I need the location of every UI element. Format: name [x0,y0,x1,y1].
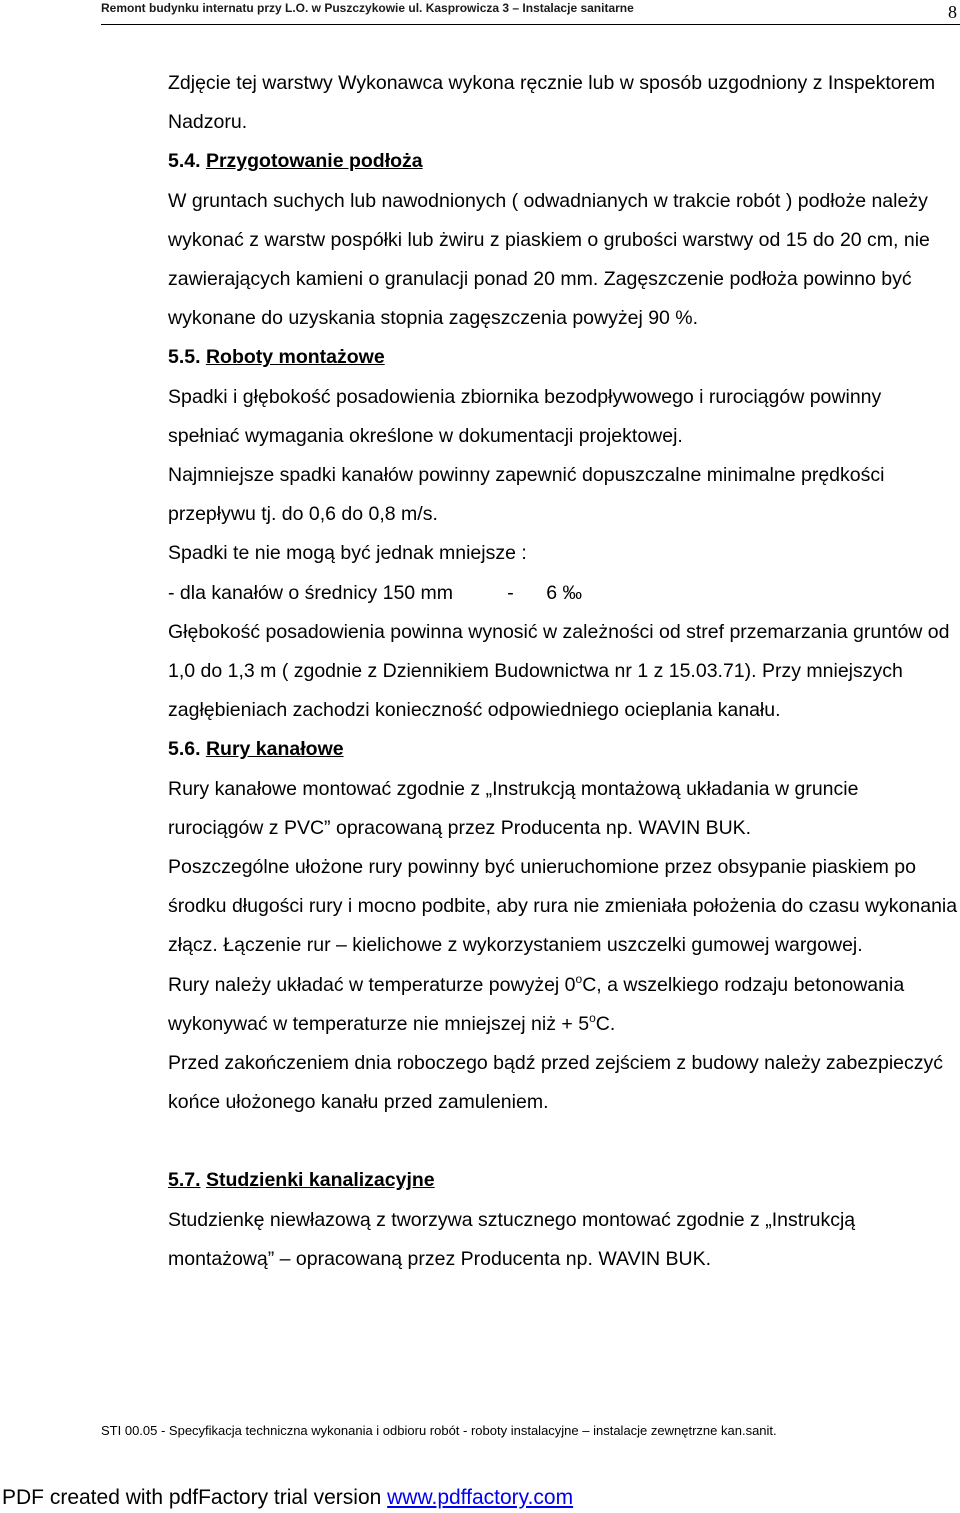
section-number: 5.6. [168,738,201,761]
text-run: Rury należy układać w temperaturze powyżej 0 [168,973,576,996]
paragraph: Przed zakończeniem dnia roboczego bądź przed zejściem z budowy należy zabezpieczyć końce ułożonego kanału przed zamuleniem. [168,1052,943,1114]
header-rule [101,24,960,25]
section-heading-5-4 [168,142,958,181]
section-heading-5-6 [168,730,958,769]
degree-superscript: o [575,971,583,986]
section-heading-5-5 [168,338,958,377]
text-run: C. [595,1012,616,1035]
spacer [168,1122,958,1161]
section-title: Rury kanałowe [205,738,344,761]
section-heading-5-7 [168,1161,958,1200]
section-title: Przygotowanie podłoża [205,150,423,173]
page-number: 8 [948,2,957,22]
section-number: 5.5. [168,346,201,369]
document-body [168,64,958,1279]
text-run: C, a wszelkiego rodzaju betonowania wykonywać w temperaturze nie mniejszej niż + 5 [168,973,905,1035]
section-title: Roboty montażowe [205,346,385,369]
pdf-trial-banner [2,1486,573,1510]
section-title: Studzienki kanalizacyjne [205,1169,435,1192]
degree-superscript: o [589,1010,596,1025]
paragraph: Najmniejsze spadki kanałów powinny zapewnić dopuszczalne minimalne prędkości przepływu tj. do 0,6 do 0,8 m/s. [168,464,885,526]
banner-text: PDF created with pdfFactory trial version [2,1486,388,1509]
paragraph: Zdjęcie tej warstwy Wykonawca wykona ręcznie lub w sposób uzgodniony z Inspektorem Nadzoru. [168,72,936,134]
paragraph: Spadki i głębokość posadowienia zbiornika bezodpływowego i rurociągów powinny spełniać wymagania określone w dokumentacji projektowej. [168,385,882,447]
page-footer: STI 00.05 - Specyfikacja techniczna wykonania i odbioru robót - roboty instalacyjne – instalacje zewnętrzne kan.sanit. [101,1423,777,1438]
paragraph: Poszczególne ułożone rury powinny być unieruchomione przez obsypanie piaskiem po środku długości rury i mocno podbite, aby rura nie zmieniała położenia do czasu wykonania złącz. Łączenie rur – kielichowe z wykorzystaniem uszczelki gumowej wargowej. [168,856,958,957]
pdffactory-link[interactable]: www.pdffactory.com [387,1486,574,1509]
paragraph: Spadki te nie mogą być jednak mniejsze : [168,542,527,565]
paragraph: Rury kanałowe montować zgodnie z „Instrukcją montażową układania w gruncie rurociągów z PVC” opracowaną przez Producenta np. WAVIN BUK. [168,777,859,839]
section-number: 5.4. [168,150,201,173]
paragraph: Studzienkę niewłazową z tworzywa sztucznego montować zgodnie z „Instrukcją montażową” – opracowaną przez Producenta np. WAVIN BUK. [168,1208,856,1270]
slope-requirement-line: - dla kanałów o średnicy 150 mm - 6 ‰ [168,581,582,604]
paragraph-temperature [168,966,958,1044]
paragraph: Głębokość posadowienia powinna wynosić w zależności od stref przemarzania gruntów od 1,0 do 1,3 m ( zgodnie z Dziennikiem Budownictwa nr 1 z 15.03.71). Przy mniejszych zagłębieniach zachodzi konieczność odpowiedniego ocieplania kanału. [168,620,950,722]
paragraph: W gruntach suchych lub nawodnionych ( odwadnianych w trakcie robót ) podłoże należy wykonać z warstw pospółki lub żwiru z piaskiem o grubości warstwy od 15 do 20 cm, nie zawierających kamieni o granulacji ponad 20 mm. Zagęszczenie podłoża powinno być wykonane do uzyskania stopnia zagęszczenia powyżej 90 %. [168,189,930,330]
page-header: Remont budynku internatu przy L.O. w Puszczykowie ul. Kasprowicza 3 – Instalacje sanitarne [101,1,634,15]
section-number: 5.7. [168,1169,201,1192]
